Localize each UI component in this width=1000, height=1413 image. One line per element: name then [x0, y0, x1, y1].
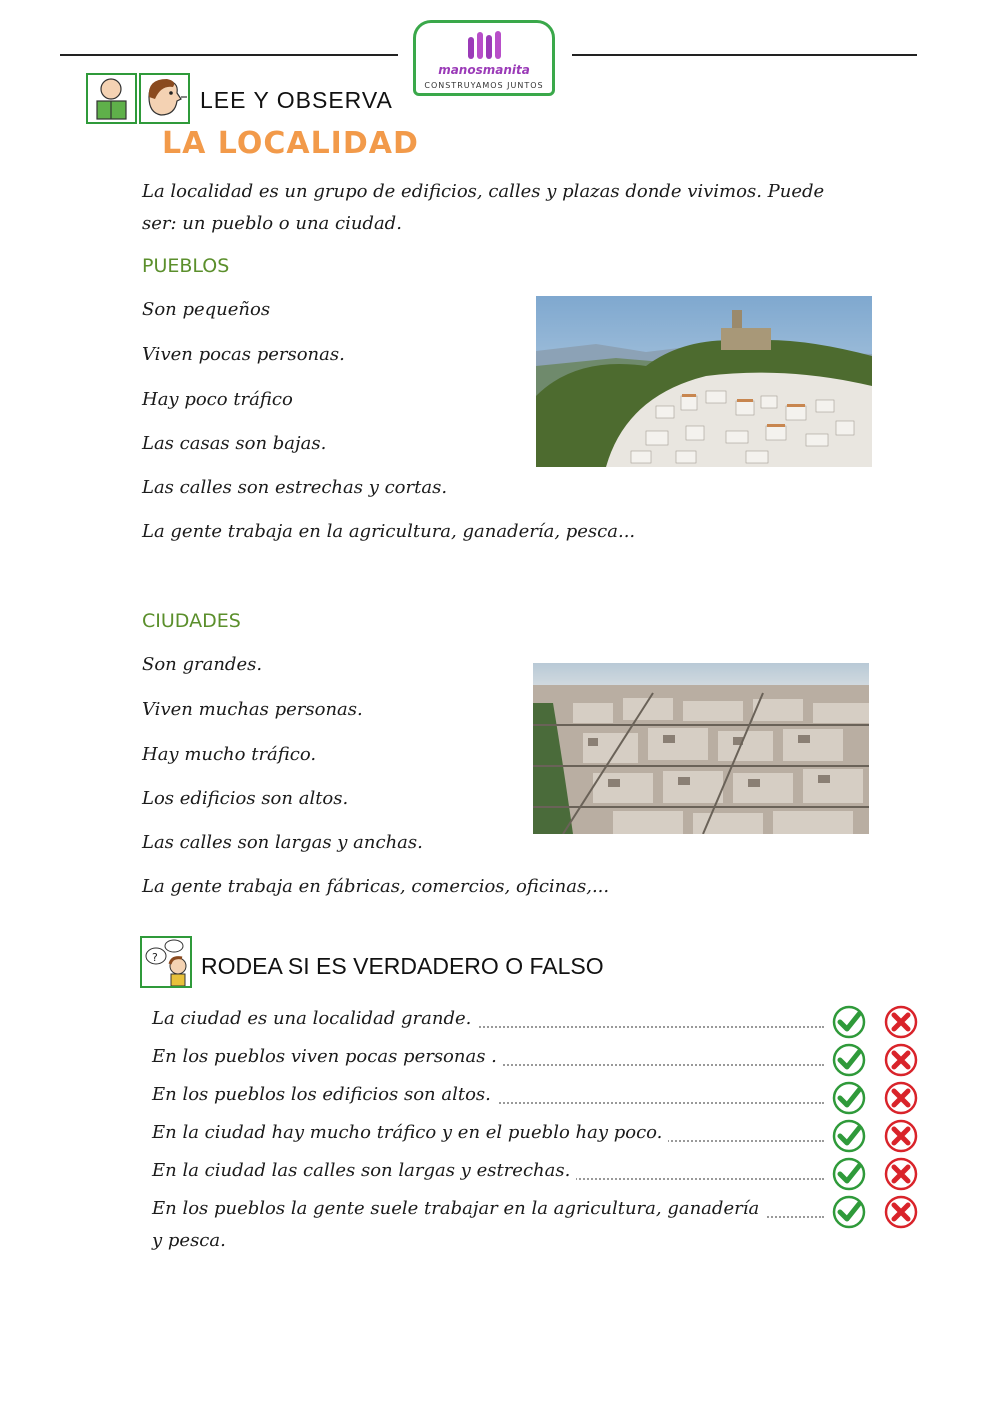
header-rule-right	[572, 54, 917, 56]
true-check-icon[interactable]	[832, 1005, 866, 1039]
reading-pictogram	[86, 73, 137, 124]
header-rule-left	[60, 54, 398, 56]
pueblos-line: Viven pocas personas.	[142, 344, 345, 365]
false-cross-icon[interactable]	[884, 1195, 918, 1229]
pueblos-line: Las casas son bajas.	[142, 433, 327, 454]
pueblos-line: Las calles son estrechas y cortas.	[142, 477, 448, 498]
false-cross-icon[interactable]	[884, 1005, 918, 1039]
false-cross-icon[interactable]	[884, 1081, 918, 1115]
question-text: En los pueblos viven pocas personas .	[152, 1046, 503, 1067]
pueblos-line: Son pequeños	[142, 299, 271, 320]
true-check-icon[interactable]	[832, 1119, 866, 1153]
pueblos-line: La gente trabaja en la agricultura, ganadería, pesca...	[142, 521, 636, 542]
question-row	[152, 1046, 832, 1084]
exercise-instruction: RODEA SI ES VERDADERO O FALSO	[201, 953, 604, 979]
raised-hands-icon	[464, 29, 508, 61]
page-title: LA LOCALIDAD	[162, 126, 419, 161]
question-text-continuation: y pesca.	[152, 1230, 226, 1251]
logo-tagline: CONSTRUYAMOS JUNTOS	[424, 81, 544, 90]
city-photo	[533, 663, 869, 834]
true-check-icon[interactable]	[832, 1081, 866, 1115]
intro-paragraph: La localidad es un grupo de edificios, calles y plazas donde vivimos. Puede ser: un pueblo o una ciudad.	[142, 181, 825, 234]
question-text: En la ciudad hay mucho tráfico y en el pueblo hay poco.	[152, 1122, 668, 1143]
pueblos-line: Hay poco tráfico	[142, 389, 293, 410]
question-text: La ciudad es una localidad grande.	[152, 1008, 477, 1029]
svg-text:?: ?	[152, 951, 158, 964]
false-cross-icon[interactable]	[884, 1119, 918, 1153]
logo	[413, 20, 555, 96]
question-text: En los pueblos los edificios son altos.	[152, 1084, 497, 1105]
false-cross-icon[interactable]	[884, 1157, 918, 1191]
ciudades-line: La gente trabaja en fábricas, comercios, oficinas,...	[142, 876, 610, 897]
question-pictogram	[140, 936, 192, 988]
true-check-icon[interactable]	[832, 1043, 866, 1077]
reading-child-icon	[88, 75, 135, 122]
false-cross-icon[interactable]	[884, 1043, 918, 1077]
logo-name: manosmanita	[438, 63, 530, 77]
question-text: En la ciudad las calles son largas y estrechas.	[152, 1160, 576, 1181]
pueblos-heading: PUEBLOS	[142, 255, 230, 277]
village-photo	[536, 296, 872, 467]
question-row	[152, 1122, 832, 1160]
ciudades-line: Los edificios son altos.	[142, 788, 349, 809]
ciudades-line: Viven muchas personas.	[142, 699, 363, 720]
observe-pictogram	[139, 73, 190, 124]
true-check-icon[interactable]	[832, 1157, 866, 1191]
ciudades-line: Las calles son largas y anchas.	[142, 832, 423, 853]
question-row	[152, 1160, 832, 1198]
question-row	[152, 1008, 832, 1046]
ciudades-line: Hay mucho tráfico.	[142, 744, 317, 765]
true-check-icon[interactable]	[832, 1195, 866, 1229]
question-text: En los pueblos la gente suele trabajar en la agricultura, ganadería	[152, 1198, 765, 1219]
instruction-heading: LEE Y OBSERVA	[200, 87, 393, 113]
question-row	[152, 1084, 832, 1122]
ciudades-heading: CIUDADES	[142, 610, 241, 632]
question-row	[152, 1198, 832, 1236]
thinking-person-icon	[142, 938, 190, 986]
looking-face-icon	[141, 75, 188, 122]
ciudades-line: Son grandes.	[142, 654, 263, 675]
